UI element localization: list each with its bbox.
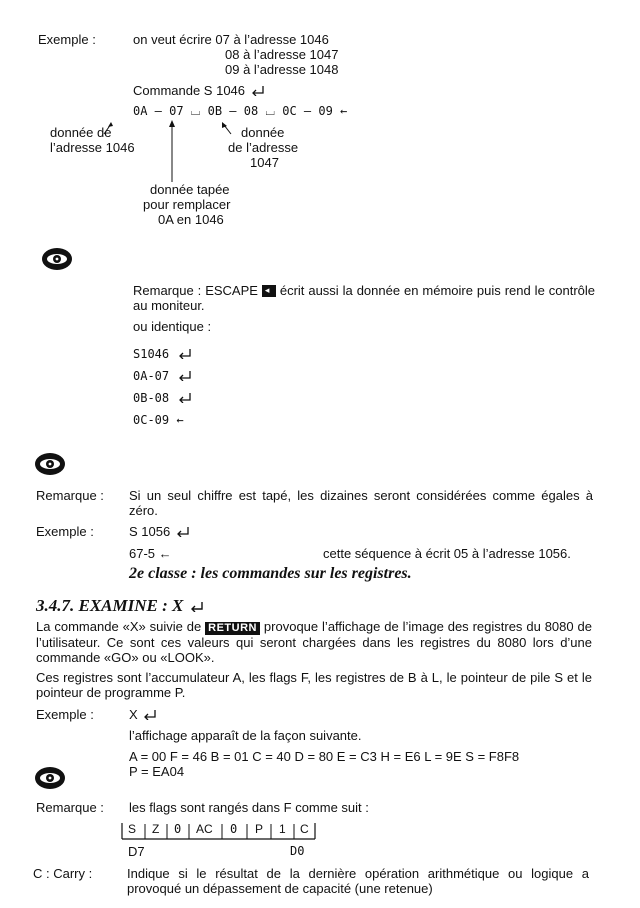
flags-remark-text: les flags sont rangés dans F comme suit :: [129, 800, 369, 815]
right-note-2: de l’adresse: [228, 140, 299, 155]
return-key-icon: [143, 709, 157, 720]
remark-2-example-label: Exemple :: [36, 524, 94, 539]
flag-bit-5: 0: [174, 822, 182, 836]
cmd-line-2: [133, 369, 192, 384]
remark-2-label: Remarque :: [36, 488, 104, 503]
flags-register: [121, 822, 317, 838]
remark-2-cmd: S 1056: [129, 524, 171, 539]
remark-escape-text-b: écrit aussi la donnée en mémoire puis rend le contrôle au moniteur.: [133, 283, 595, 313]
carry-label: C : Carry :: [33, 866, 93, 881]
bit-d7-label: D7: [128, 844, 145, 859]
cmd-line-4: 0C-09 ←: [133, 413, 184, 427]
section-example-cmd-text: X: [129, 707, 138, 722]
right-note-3: 1047: [250, 155, 279, 170]
example-line-2: 08 à l’adresse 1047: [225, 47, 339, 62]
register-line-1: A = 00 F = 46 B = 01 C = 40 D = 80 E = C3 H = E6 L = 9E S = F8F8: [129, 749, 520, 764]
paragraph-1-a: La commande «X» suivie de: [36, 619, 202, 634]
example-label: Exemple :: [38, 32, 96, 47]
section-example-cmd: [129, 707, 157, 722]
carry-text: Indique si le résultat de la dernière opération arithmétique ou logique a provoqué un dépassement de capacité (une retenue): [127, 866, 589, 896]
left-note-2: l’adresse 1046: [50, 140, 135, 155]
flag-z: Z: [152, 822, 160, 836]
section-paragraph-2: Ces registres sont l’accumulateur A, les flags F, les registres de B à L, le pointeur de pile S et le pointeur de programme P.: [36, 670, 592, 700]
remark-escape: [133, 283, 595, 313]
return-key-icon: [178, 370, 192, 381]
section-title: [36, 598, 204, 613]
register-line-2: P = EA04: [129, 764, 185, 779]
example-line-1: on veut écrire 07 à l’adresse 1046: [133, 32, 329, 47]
remark-escape-text-a: Remarque : ESCAPE: [133, 283, 258, 298]
cmd-text-1: S1046: [133, 347, 170, 361]
section-example-line: l’affichage apparaît de la façon suivante.: [129, 728, 362, 743]
flag-c: C: [300, 822, 309, 836]
flags-register-frame: [121, 822, 317, 840]
section-title-text: 3.4.7. EXAMINE : X: [36, 596, 184, 615]
eye-icon: [33, 451, 67, 477]
flags-remark-label: Remarque :: [36, 800, 104, 815]
return-key-icon: [178, 392, 192, 403]
return-key-icon: [176, 526, 190, 537]
remark-2-note: cette séquence à écrit 05 à l’adresse 1056.: [323, 546, 571, 561]
cmd-text-2: 0A-07: [133, 369, 170, 383]
mid-note-3: 0A en 1046: [158, 212, 224, 227]
eye-icon: [33, 765, 67, 791]
mid-note-1: donnée tapée: [150, 182, 230, 197]
flag-bit-3: 0: [230, 822, 238, 836]
section-paragraph-1: [36, 619, 592, 665]
section-example-label: Exemple :: [36, 707, 94, 722]
mid-note-2: pour remplacer: [143, 197, 231, 212]
eye-icon: [40, 246, 74, 272]
flag-ac: AC: [196, 822, 213, 836]
escape-key-icon: [262, 285, 276, 297]
remark-2-seq: 67-5 ←: [129, 546, 172, 561]
flag-bit-1: 1: [279, 822, 286, 836]
cmd-text-3: 0B-08: [133, 391, 170, 405]
command-line: [133, 83, 265, 98]
command-text: Commande S 1046: [133, 83, 246, 98]
return-key-icon: [190, 601, 204, 612]
flag-p: P: [255, 822, 264, 836]
cmd-line-1: [133, 347, 192, 362]
right-note-1: donnée: [241, 125, 285, 140]
paragraph-1-b: provoque l’affichage de l’image des registres du 8080 de l’utilisateur. Ce sont ces valeurs qui seront chargées dans les registres du 8080 lors d’une commande «GO» ou «LOOK».: [36, 619, 592, 665]
return-key-icon: [178, 348, 192, 359]
example-line-3: 09 à l’adresse 1048: [225, 62, 339, 77]
remark-identique: ou identique :: [133, 319, 212, 334]
class-heading: 2e classe : les commandes sur les registres.: [129, 565, 412, 582]
cmd-line-3: [133, 391, 192, 406]
flag-s: S: [128, 822, 137, 836]
left-note-1: donnée de: [50, 125, 112, 140]
return-key-badge: RETURN: [205, 622, 260, 635]
return-key-icon: [251, 85, 265, 96]
remark-2-cmd-line: [129, 524, 190, 539]
remark-2-text: Si un seul chiffre est tapé, les dizaines seront considérées comme égales à zéro.: [129, 488, 593, 518]
bit-d0-label: D0: [290, 844, 305, 858]
key-sequence: 0A – 07 ⌴ 0B – 08 ⌴ 0C – 09 ←: [133, 104, 348, 118]
